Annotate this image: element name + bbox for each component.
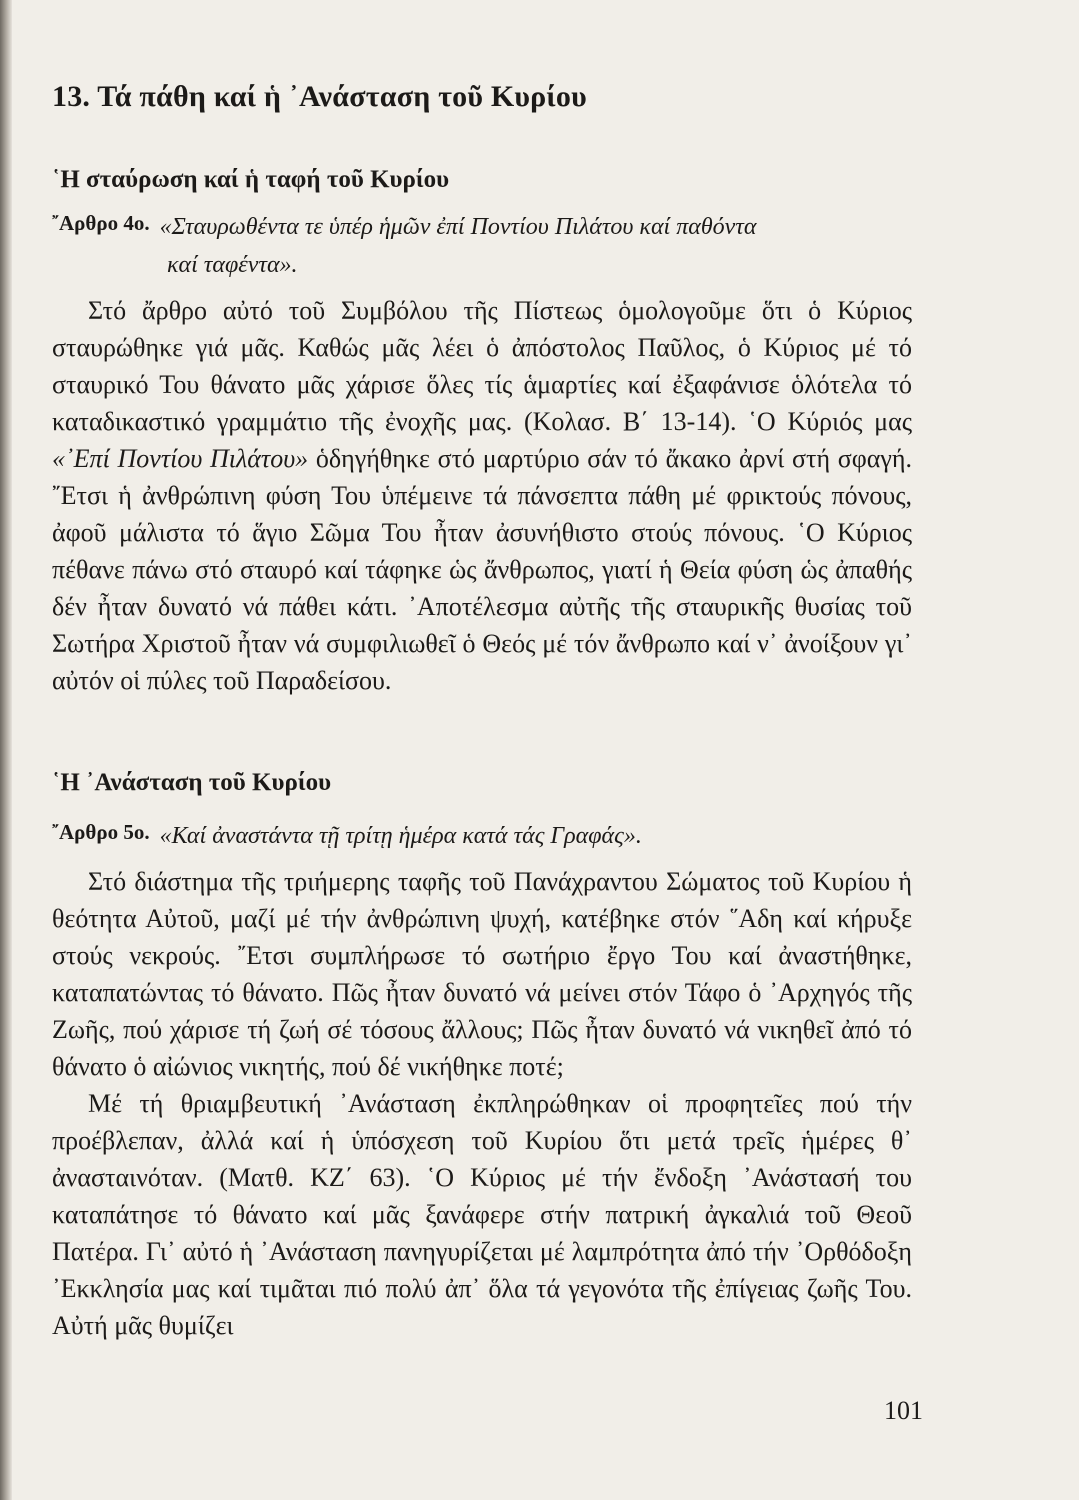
paragraph-resurrection-2: Μέ τή θριαμβευτική ᾿Ανάσταση ἐκπληρώθηκαν οἱ προφητεῖες πού τήν προέβλεπαν, ἀλλά καί ἡ ὑπόσχεση τοῦ Κυρίου ὅτι μετά τρεῖς ἡμέρες θ᾿ ἀνασταινόταν. (Ματθ. ΚΖ΄ 63). ῾Ο Κύριος μέ τήν ἔνδοξη ᾿Ανάστασή του καταπάτησε τό θάνατο καί μᾶς ξανάφερε στήν πατρική ἀγκαλιά τοῦ Θεοῦ Πατέρα. Γι᾿ αὐτό ἡ ᾿Ανάσταση πανηγυρίζεται μέ λαμπρότητα ἀπό τήν ᾿Ορθόδοξη ᾿Εκκλησία μας καί τιμᾶται πιό πολύ ἀπ᾿ ὅλα τά γεγονότα τῆς ἐπίγειας ζωῆς Του. Αὐτή μᾶς θυμίζει xyxy=(52,1089,912,1340)
section-title-resurrection: ῾Η ᾿Ανάσταση τοῦ Κυρίου xyxy=(52,769,332,796)
article-4-continued xyxy=(52,246,912,284)
article-5 xyxy=(52,817,912,855)
article-quote: «Καί ἀναστάντα τῇ τρίτῃ ἡμέρα κατά τάς Γραφάς». xyxy=(159,823,642,849)
article-label: ῎Αρθρο 5ο. xyxy=(52,820,150,844)
article-quote-line-1: «Σταυρωθέντα τε ὑπέρ ἡμῶν ἐπί Ποντίου Πιλάτου καί παθόντα xyxy=(159,214,757,240)
page-content xyxy=(52,70,912,1344)
paragraph-text: ὁδηγήθηκε στό μαρτύριο σάν τό ἄκακο ἀρνί στή σφαγή. ῎Ετσι ἡ ἀνθρώπινη φύση Του ὑπέμεινε τά πάνσεπτα πάθη μέ φρικτούς πόνους, ἀφοῦ μάλιστα τό ἅγιο Σῶμα Του ἦταν ἀσυνήθιστο στούς πόνους. ῾Ο Κύριος πέθανε πάνω στό σταυρό καί τάφηκε ὡς ἄνθρωπος, γιατί ἡ Θεία φύση ὡς ἀπαθής δέν ἦταν δυνατό νά πάθει κάτι. ᾿Αποτέλεσμα αὐτῆς τῆς σταυρικῆς θυσίας τοῦ Σωτήρα Χριστοῦ ἦταν νά συμφιλιωθεῖ ὁ Θεός μέ τόν ἄνθρωπο καί ν᾿ ἀνοίξουν γι᾿ αὐτόν οἱ πύλες τοῦ Παραδείσου. xyxy=(52,444,913,695)
section-title-crucifixion: ῾Η σταύρωση καί ἡ ταφή τοῦ Κυρίου xyxy=(52,166,450,193)
paragraph-crucifixion xyxy=(52,292,912,699)
article-quote xyxy=(160,208,757,246)
paragraph-italic-quote: «᾿Επί Ποντίου Πιλάτου» xyxy=(52,444,309,473)
page-binding-edge xyxy=(0,0,12,1500)
paragraph-text: Στό ἄρθρο αὐτό τοῦ Συμβόλου τῆς Πίστεως ὁμολογοῦμε ὅτι ὁ Κύριος σταυρώθηκε γιά μᾶς. Καθώς μᾶς λέει ὁ ἀπόστολος Παῦλος, ὁ Κύριος μέ τό σταυρικό Του θάνατο μᾶς χάρισε ὅλες τίς ἁμαρτίες καί ἐξαφάνισε ὁλότελα τό καταδικαστικό γραμμάτιο τῆς ἐνοχῆς μας. (Κολασ. Β΄ 13-14). ῾Ο Κύριός μας xyxy=(52,296,912,436)
paragraph-resurrection-1: Στό διάστημα τῆς τριήμερης ταφῆς τοῦ Πανάχραντου Σώματος τοῦ Κυρίου ἡ θεότητα Αὐτοῦ, μαζί μέ τήν ἀνθρώπινη ψυχή, κατέβηκε στόν ῞Αδη καί κήρυξε στούς νεκρούς. ῎Ετσι συμπλήρωσε τό σωτήριο ἔργο Του καί ἀναστήθηκε, καταπατώντας τό θάνατο. Πῶς ἦταν δυνατό νά μείνει στόν Τάφο ὁ ᾿Αρχηγός τῆς Ζωῆς, πού χάρισε τή ζωή σέ τόσους ἄλλους; Πῶς ἦταν δυνατό νά νικηθεῖ ἀπό τό θάνατο ὁ αἰώνιος νικητής, πού δέ νικήθηκε ποτέ; xyxy=(52,867,912,1081)
page-number: 101 xyxy=(884,1396,923,1425)
article-label: ῎Αρθρο 4ο. xyxy=(52,211,150,235)
article-4 xyxy=(52,208,912,246)
article-quote-line-2: καί ταφέντα». xyxy=(167,252,298,278)
chapter-title: 13. Τά πάθη καί ἡ ᾿Ανάσταση τοῦ Κυρίου xyxy=(52,80,587,113)
